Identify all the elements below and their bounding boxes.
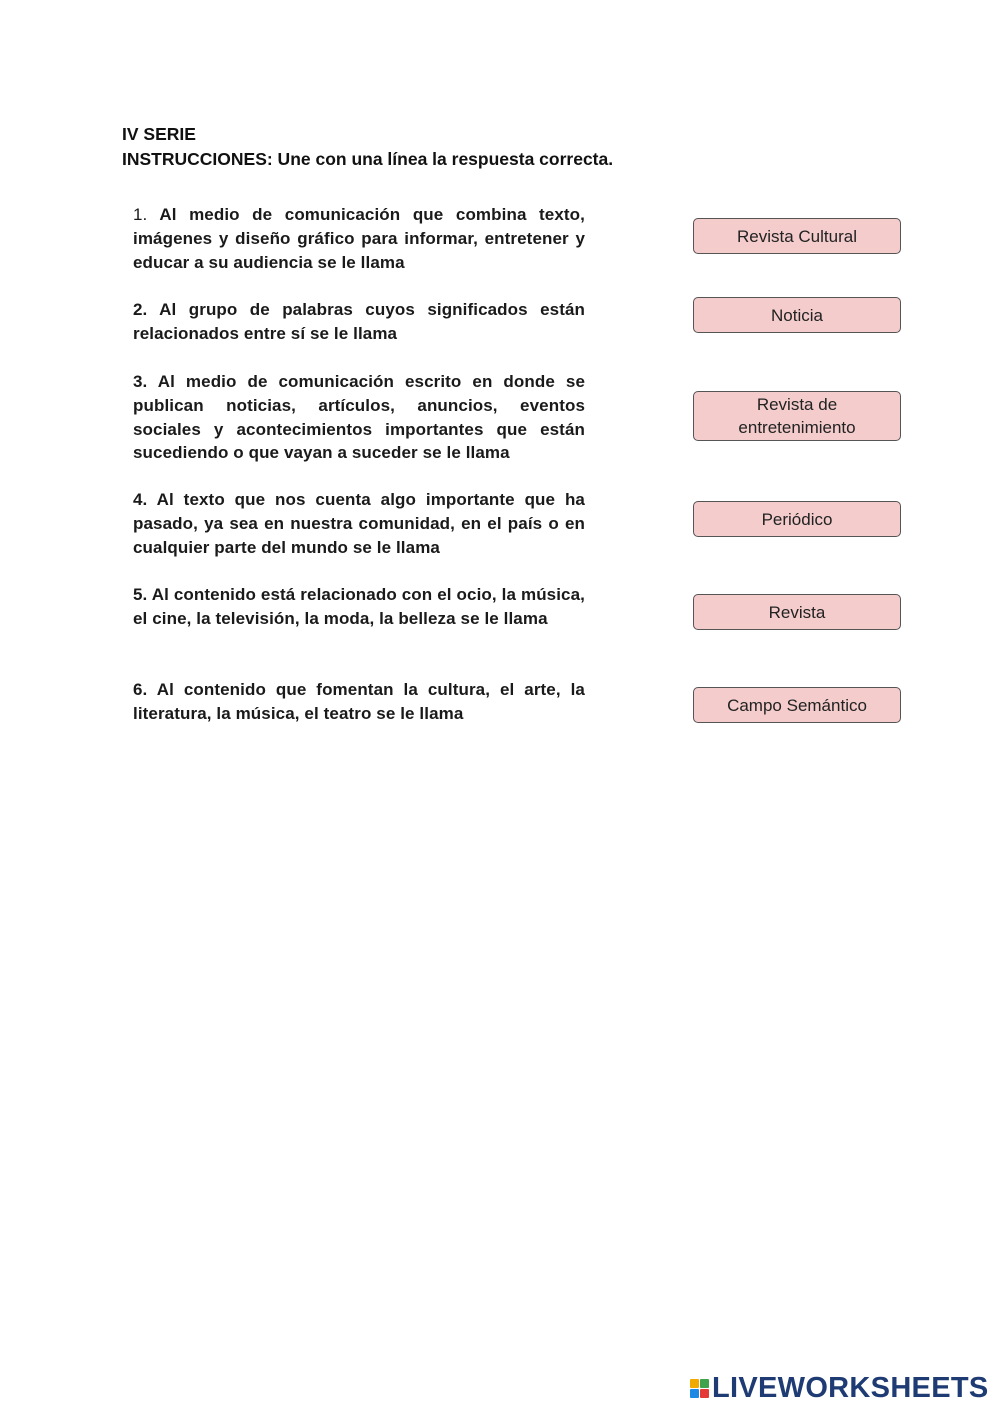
logo-tile [700, 1379, 709, 1388]
answer-box-campo-semantico[interactable]: Campo Semántico [693, 687, 901, 723]
liveworksheets-logo-icon [690, 1379, 709, 1398]
question-number: 4. [133, 490, 148, 509]
question-number: 2. [133, 300, 148, 319]
question-6 [133, 678, 585, 726]
answer-box-revista-entretenimiento[interactable]: Revista de entretenimiento [693, 391, 901, 441]
question-number: 1. [133, 205, 148, 224]
question-4 [133, 488, 585, 559]
question-2 [133, 298, 585, 346]
worksheet-header [122, 122, 613, 172]
question-text: Al texto que nos cuenta algo importante que ha pasado, ya sea en nuestra comunidad, en el país o en cualquier parte del mundo se le llama [133, 490, 585, 557]
question-text: Al contenido que fomentan la cultura, el arte, la literatura, la música, el teatro se le llama [133, 680, 585, 723]
logo-tile [690, 1389, 699, 1398]
question-text: Al medio de comunicación que combina texto, imágenes y diseño gráfico para informar, entretener y educar a su audiencia se le llama [133, 205, 585, 272]
question-number: 3. [133, 372, 148, 391]
question-3 [133, 370, 585, 465]
logo-tile [700, 1389, 709, 1398]
question-number: 5. [133, 585, 148, 604]
question-1 [133, 203, 585, 274]
answer-box-noticia[interactable]: Noticia [693, 297, 901, 333]
liveworksheets-logo [690, 1372, 989, 1405]
brand-name: LIVEWORKSHEETS [712, 1372, 989, 1404]
question-5 [133, 583, 585, 631]
instructions: INSTRUCCIONES: Une con una línea la respuesta correcta. [122, 149, 614, 169]
series-title: IV SERIE [122, 124, 196, 144]
logo-tile [690, 1379, 699, 1388]
answer-box-revista-cultural[interactable]: Revista Cultural [693, 218, 901, 254]
answer-box-revista[interactable]: Revista [693, 594, 901, 630]
answer-box-periodico[interactable]: Periódico [693, 501, 901, 537]
question-text: Al contenido está relacionado con el ocio, la música, el cine, la televisión, la moda, la belleza se le llama [133, 585, 585, 628]
question-text: Al medio de comunicación escrito en donde se publican noticias, artículos, anuncios, eventos sociales y acontecimientos importantes que están sucediendo o que vayan a suceder se le llama [133, 372, 585, 463]
question-number: 6. [133, 680, 148, 699]
question-text: Al grupo de palabras cuyos significados están relacionados entre sí se le llama [133, 300, 586, 343]
